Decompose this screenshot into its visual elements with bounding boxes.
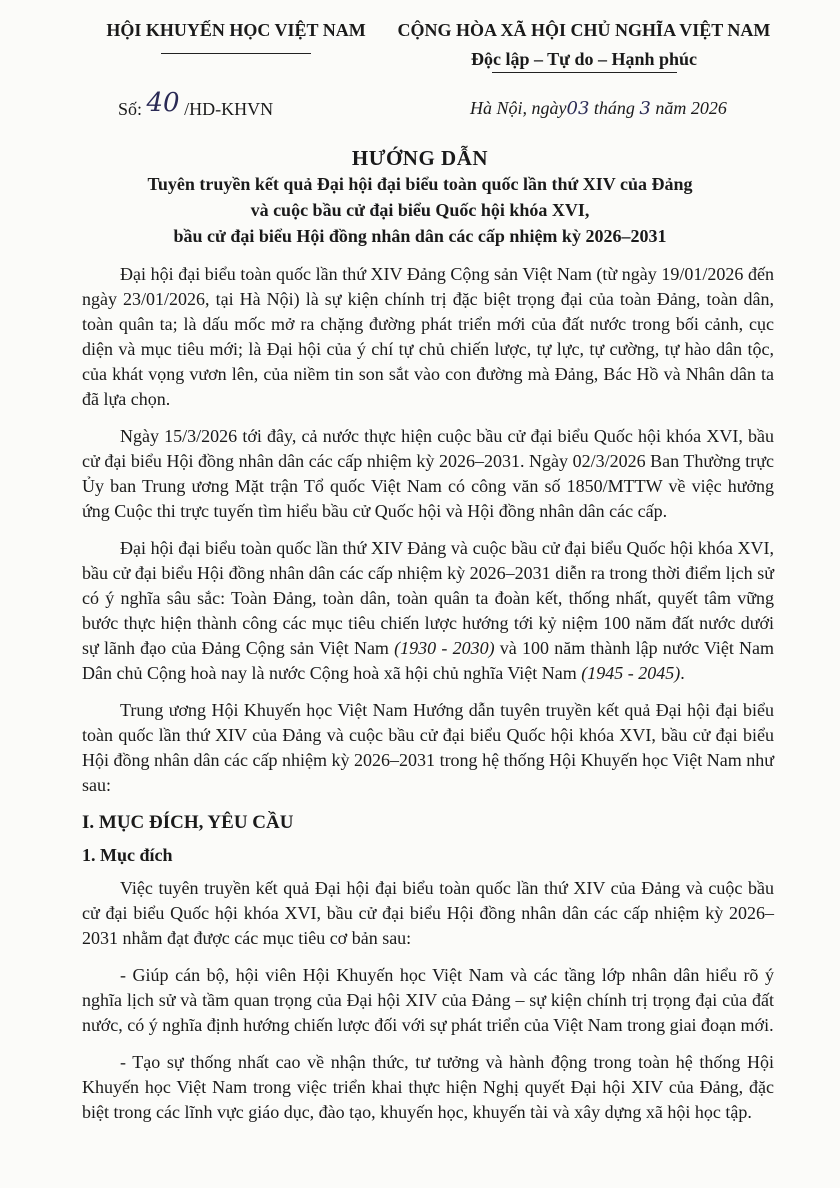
subsection-heading-1-1: 1. Mục đích [82, 845, 173, 865]
handwritten-day: 03 [566, 98, 590, 119]
paragraph-2: Ngày 15/3/2026 tới đây, cả nước thực hiện cuộc bầu cử đại biểu Quốc hội khóa XVI, bầu cử đại biểu Hội đồng nhân dân các cấp nhiệm kỳ 2026–2031. Ngày 02/3/2026 Ban Thường trực Ủy ban Trung ương Mặt trận Tổ quốc Việt Nam có công văn số 1850/MTTW về việc hưởng ứng Cuộc thi trực tuyến tìm hiểu bầu cử Quốc hội và Hội đồng nhân dân các cấp. [82, 426, 774, 521]
state-name: CỘNG HÒA XÃ HỘI CHỦ NGHĨA VIỆT NAM [397, 20, 771, 40]
national-header [384, 20, 784, 73]
handwritten-number: 40 [146, 88, 180, 118]
title-main: HƯỚNG DẪN [351, 146, 489, 170]
paragraph-3-end: . [680, 663, 685, 683]
month-label: tháng [593, 98, 635, 118]
title-line-3: bầu cử đại biểu Hội đồng nhân dân các cấp nhiệm kỳ 2026–2031 [173, 226, 667, 246]
doc-number-suffix: /HD-KHVN [184, 99, 274, 119]
year-label: năm 2026 [655, 98, 727, 118]
issuer-header [86, 20, 386, 54]
paragraph-3 [82, 536, 774, 686]
paragraph-3-years-2: (1945 - 2045) [581, 663, 681, 683]
organization-name: HỘI KHUYẾN HỌC VIỆT NAM [106, 20, 366, 40]
bullet-2: - Tạo sự thống nhất cao về nhận thức, tư tưởng và hành động trong toàn hệ thống Hội Khuyến học Việt Nam trong việc triển khai thực hiện Nghị quyết Đại hội XIV của Đảng, đặc biệt trong các lĩnh vực giáo dục, đào tạo, khuyến học, khuyến tài và xây dựng xã hội học tập. [82, 1052, 774, 1122]
paragraph-3-part-a: Đại hội đại biểu toàn quốc lần thứ XIV Đảng và cuộc bầu cử đại biểu Quốc hội khóa XVI, bầu cử đại biểu Hội đồng nhân dân các cấp nhiệm kỳ 2026–2031 diễn ra trong thời điểm lịch sử có ý nghĩa sâu sắc: Toàn Đảng, toàn dân, toàn quân ta đoàn kết, thống nhất, quyết tâm vững bước thực hiện thành công các mục tiêu chiến lược hướng tới kỷ niệm 100 năm đất nước dưới sự lãnh đạo của Đảng Cộng sản Việt Nam [82, 538, 774, 658]
document-title [0, 146, 840, 249]
place-date [470, 98, 727, 119]
paragraph-5: Việc tuyên truyền kết quả Đại hội đại biểu toàn quốc lần thứ XIV của Đảng và cuộc bầu cử đại biểu Quốc hội khóa XVI, bầu cử đại biểu Hội đồng nhân dân các cấp nhiệm kỳ 2026–2031 nhằm đạt được các mục tiêu cơ bản sau: [82, 878, 774, 948]
document-body [82, 262, 774, 1137]
section-heading-1: I. MỤC ĐÍCH, YÊU CẦU [82, 812, 294, 833]
header-underline-right [492, 72, 677, 73]
national-motto: Độc lập – Tự do – Hạnh phúc [470, 49, 698, 69]
paragraph-1: Đại hội đại biểu toàn quốc lần thứ XIV Đảng Cộng sản Việt Nam (từ ngày 19/01/2026 đến ngày 23/01/2026, tại Hà Nội) là sự kiện chính trị đặc biệt trọng đại của toàn Đảng, toàn dân, toàn quân ta; là dấu mốc mở ra chặng đường phát triển mới của đất nước trong bối cảnh, cục diện và mục tiêu mới; là Đại hội của ý chí tự chủ chiến lược, tự lực, tự cường, tự hào dân tộc, của khát vọng vươn lên, của niềm tin son sắt vào con đường mà Đảng, Bác Hồ và Nhân dân ta đã lựa chọn. [82, 264, 774, 409]
title-line-2: và cuộc bầu cử đại biểu Quốc hội khóa XVI, [250, 200, 590, 220]
title-line-1: Tuyên truyền kết quả Đại hội đại biểu toàn quốc lần thứ XIV của Đảng [147, 174, 693, 194]
header-underline-left [161, 53, 311, 54]
paragraph-3-years-1: (1930 - 2030) [394, 638, 495, 658]
document-number [118, 88, 274, 122]
place-prefix: Hà Nội, ngày [470, 98, 567, 118]
paragraph-4: Trung ương Hội Khuyến học Việt Nam Hướng dẫn tuyên truyền kết quả Đại hội đại biểu toàn quốc lần thứ XIV của Đảng và cuộc bầu cử đại biểu Quốc hội khóa XVI, bầu cử đại biểu Hội đồng nhân dân các cấp nhiệm kỳ 2026–2031 trong hệ thống Hội Khuyến học Việt Nam như sau: [82, 700, 774, 795]
doc-number-prefix: Số: [118, 99, 143, 119]
paragraph-3-part-b: và 100 năm thành lập nước Việt Nam Dân chủ Cộng hoà nay là nước Cộng hoà xã hội chủ nghĩa Việt Nam [82, 638, 775, 683]
handwritten-month: 3 [639, 98, 651, 119]
bullet-1: - Giúp cán bộ, hội viên Hội Khuyến học Việt Nam và các tầng lớp nhân dân hiểu rõ ý nghĩa lịch sử và tầm quan trọng của Đại hội XIV của Đảng – sự kiện chính trị trọng đại của đất nước, có ý nghĩa định hướng chiến lược đối với sự phát triển của Việt Nam trong giai đoạn mới. [82, 965, 774, 1035]
